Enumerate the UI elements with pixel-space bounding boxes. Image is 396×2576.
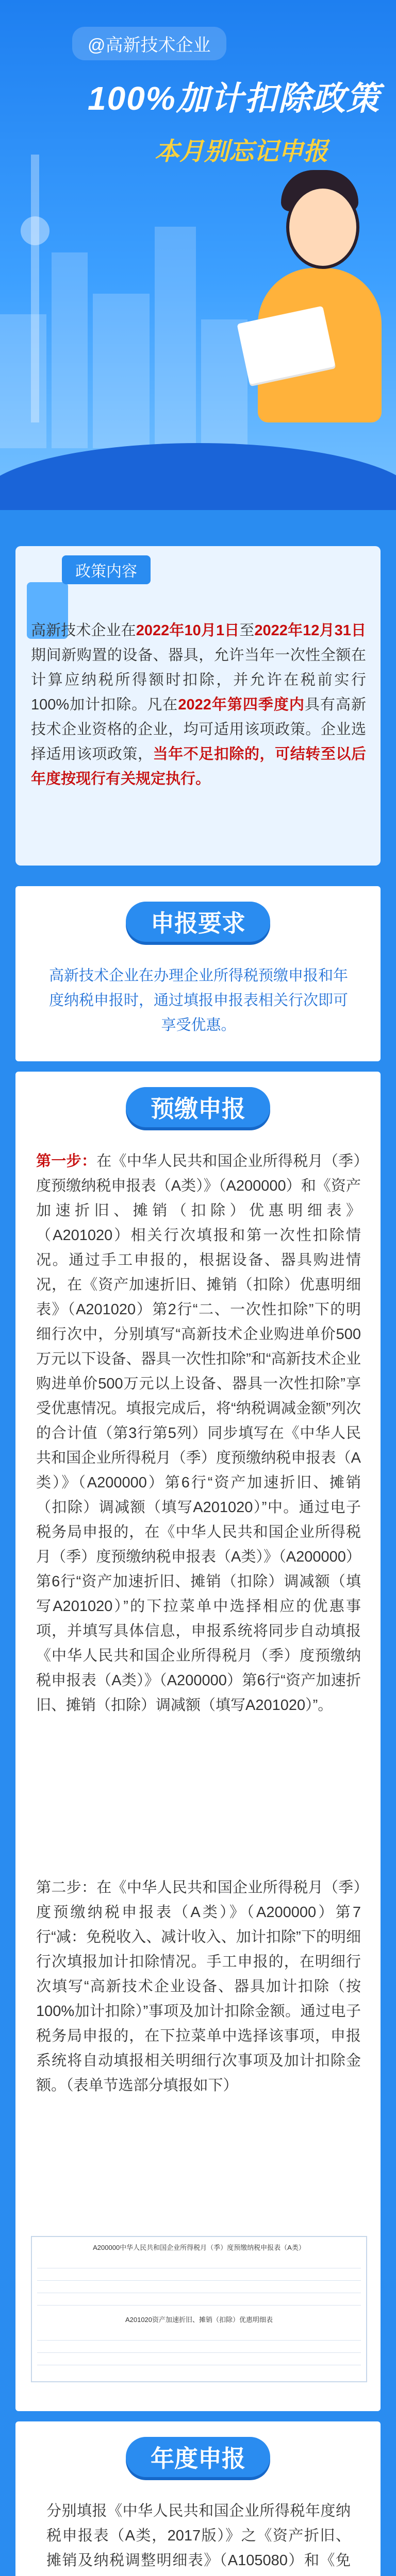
- table-title: A200000中华人民共和国企业所得税月（季）度预缴纳税申报表（A类）: [93, 2244, 305, 2251]
- form-excerpt-table: [31, 2236, 367, 2382]
- building-illustration: [52, 252, 88, 448]
- annual-section: [15, 2421, 381, 2576]
- step1-text: 在《中华人民共和国企业所得税月（季）度预缴纳税申报表（A类）》（A200000）和《资产加速折旧、摊销（扣除）优惠明细表》（A201020）相关行次填报和第一次性扣除情况。通过手工申报的，根据设备、器具购进情况，在《资产加速折旧、摊销（扣除）优惠明细表》（A201020）第2行“二、一次性扣除”下的明细行次中，分别填写“高新技术企业购进单价500万元以下设备、器具一次性扣除”和“高新技术企业购进单价500万元以上设备、器具一次性扣除”享受优惠情况。填报完成后，将“纳税调减金额”列次的合计值（第3行第5列）同步填写在《中华人民共和国企业所得税月（季）度预缴纳税申报表（A类）》（A200000）第6行“资产加速折旧、摊销（扣除）调减额（填写A201020）”中。通过电子税务局申报的，在《中华人民共和国企业所得税月（季）度预缴纳税申报表（A类）》（A200000）第6行“资产加速折旧、摊销（扣除）调减额（填写A201020）”的下拉菜单中选择相应的优惠事项，并填写具体信息，申报系统将同步自动填报《中华人民共和国企业所得税月（季）度预缴纳税申报表（A类）》（A200000）第6行“资产加速折旧、摊销（扣除）调减额（填写A201020）”。: [36, 1153, 361, 1714]
- policy-text-part: 具有高新技术企业资格的企业，均可适用该项政策。企业选择适用该项政策，: [31, 697, 367, 762]
- building-illustration: [0, 314, 46, 448]
- person-illustration-head: [286, 185, 359, 269]
- step1-label: 第一步：: [36, 1153, 97, 1170]
- table-row: [37, 2354, 361, 2365]
- building-illustration: [93, 294, 150, 448]
- requirement-section: [15, 886, 381, 1061]
- hero-banner: [0, 0, 396, 510]
- hero-badge: @高新技术企业: [72, 27, 226, 60]
- table-row: [37, 2330, 361, 2341]
- table-row: [37, 2282, 361, 2293]
- hero-subtitle: 本月别忘记申报: [155, 138, 328, 165]
- prepay-step2: 第二步：在《中华人民共和国企业所得税月（季）度预缴纳税申报表（A类）》（A200000）第7行“减：免税收入、减计收入、加计扣除”下的明细行次填报加计扣除情况。手工申报的，在明细行次填写“高新技术企业设备、器具加计扣除（按100%加计扣除）”事项及加计扣除金额。通过电子税务局申报的，在下拉菜单中选择该事项，申报系统将自动填报相关明细行次事项及加计扣除金额。（表单节选部分填报如下）: [36, 1879, 361, 2094]
- policy-date-start: 2022年10月1日: [136, 622, 240, 639]
- requirement-text: 高新技术企业在办理企业所得税预缴申报和年度纳税申报时，通过填报申报表相关行次即可享受优惠。: [48, 968, 348, 1033]
- table-row: [37, 2270, 361, 2281]
- tower-ball-illustration: [21, 216, 50, 245]
- policy-text: [31, 618, 366, 791]
- requirement-heading: 申报要求: [126, 902, 270, 942]
- policy-text-part: 至: [239, 622, 255, 639]
- policy-quarter: 2022年第四季度内: [178, 697, 305, 713]
- table-subtitle: A201020资产加速折旧、摊销（扣除）优惠明细表: [125, 2316, 273, 2324]
- prepay-section: [15, 1072, 381, 2411]
- policy-end: 当年不足扣除的，可结转至以后年度按现行有关规定执行。: [31, 746, 366, 787]
- policy-section: [15, 546, 381, 866]
- annual-heading: 年度申报: [126, 2437, 270, 2477]
- policy-text-part: 高新技术企业在: [31, 622, 136, 639]
- table-row: [37, 2342, 361, 2353]
- building-illustration: [155, 227, 196, 448]
- hero-title: 100%加计扣除政策: [88, 80, 381, 117]
- policy-tag: 政策内容: [62, 555, 151, 584]
- prepay-step1: [36, 1149, 361, 1718]
- table-row: [37, 2258, 361, 2268]
- table-row: [37, 2295, 361, 2306]
- policy-date-end: 2022年12月31日: [254, 622, 366, 639]
- annual-text: 分别填报《中华人民共和国企业所得税年度纳税申报表（A类，2017版）》之《资产折旧、摊销及纳税调整明细表》（A105080）和《免: [46, 2503, 351, 2569]
- policy-text-part: 期间新购置的设备、器具，允许当年一次性全额在计算应纳税所得额时扣除，并允许在税前实行100%加计扣除。凡在: [31, 647, 366, 713]
- hero-wave: [0, 443, 396, 510]
- prepay-heading: 预缴申报: [126, 1087, 270, 1127]
